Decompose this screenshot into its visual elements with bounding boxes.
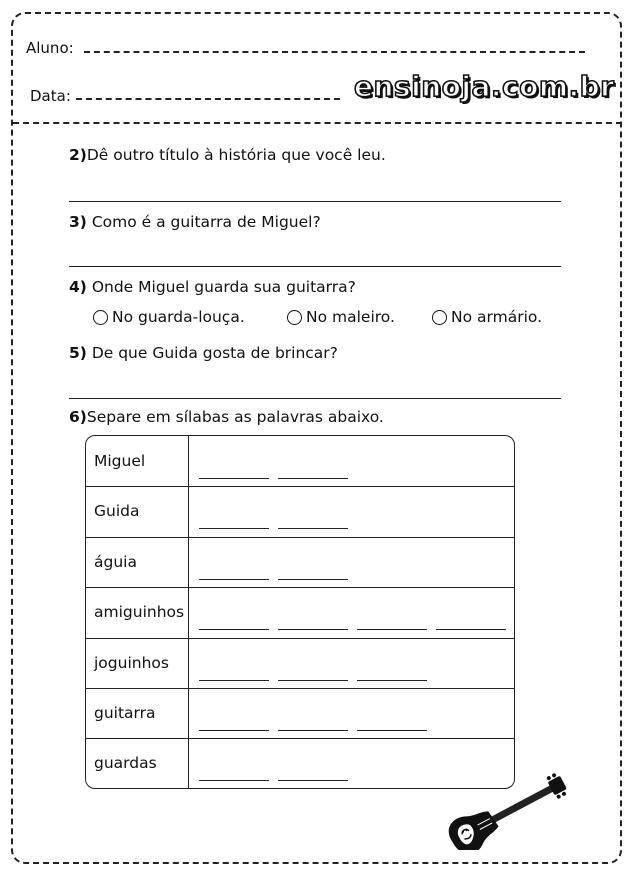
word-cell: Guida [94,502,140,521]
syllable-blank[interactable] [199,478,269,479]
header-separator [13,122,622,124]
syllable-blank[interactable] [278,629,348,630]
table-row [86,537,514,587]
question-4 [69,278,356,296]
table-row [86,587,514,637]
syllable-blank[interactable] [278,478,348,479]
word-cell: joguinhos [94,653,169,672]
question-text: Dê outro título à história que você leu. [86,146,386,164]
row-divider [86,537,514,538]
option-maleiro[interactable] [287,308,395,326]
radio-circle-icon[interactable] [93,310,108,325]
syllable-blank[interactable] [357,730,427,731]
option-label: No guarda-louça. [112,308,245,326]
answer-line-2[interactable] [69,201,561,202]
question-6 [69,408,384,426]
syllable-blank[interactable] [199,730,269,731]
syllable-blank[interactable] [278,780,348,781]
row-divider [86,688,514,689]
question-number: 5) [69,344,87,362]
table-row [86,638,514,688]
syllable-blank[interactable] [199,579,269,580]
answer-line-5[interactable] [69,398,561,399]
option-label: No maleiro. [306,308,395,326]
question-5 [69,344,338,362]
question-number: 3) [69,213,87,231]
question-2 [69,146,386,164]
syllable-blank[interactable] [436,629,506,630]
option-armario[interactable] [432,308,542,326]
brand-logo: ensinoja.com.br [354,70,615,103]
aluno-field[interactable] [84,51,585,53]
syllable-blank[interactable] [278,528,348,529]
question-text: Onde Miguel guarda sua guitarra? [91,278,356,296]
guitar-icon [440,770,575,850]
row-divider [86,486,514,487]
word-cell: amiguinhos [94,603,185,622]
table-row [86,486,514,536]
word-cell: Miguel [94,452,146,470]
syllable-blank[interactable] [199,680,269,681]
syllable-blank[interactable] [199,629,269,630]
word-cell: águia [94,552,137,571]
radio-circle-icon[interactable] [287,310,302,325]
word-cell: guitarra [94,704,156,722]
question-text: Como é a guitarra de Miguel? [91,213,321,231]
syllable-blank[interactable] [278,579,348,580]
data-field[interactable] [76,98,340,100]
table-row [86,688,514,738]
syllable-blank[interactable] [199,528,269,529]
syllable-blank[interactable] [278,730,348,731]
row-divider [86,638,514,639]
question-text: Separe em sílabas as palavras abaixo. [86,408,384,426]
syllable-blank[interactable] [357,629,427,630]
question-text: De que Guida gosta de brincar? [91,344,338,362]
radio-circle-icon[interactable] [432,310,447,325]
question-number: 4) [69,278,87,296]
syllable-blank[interactable] [357,680,427,681]
data-label: Data: [30,87,71,105]
syllable-blank[interactable] [278,680,348,681]
question-3 [69,213,321,231]
syllable-table [85,435,515,789]
question-number: 6) [69,408,87,426]
answer-line-3[interactable] [69,266,561,267]
word-cell: guardas [94,754,157,773]
row-divider [86,738,514,739]
option-label: No armário. [451,308,543,326]
question-number: 2) [69,146,87,164]
table-row [86,436,514,486]
option-guarda-louca[interactable] [93,308,245,326]
row-divider [86,587,514,588]
syllable-blank[interactable] [199,780,269,781]
aluno-label: Aluno: [26,39,74,57]
